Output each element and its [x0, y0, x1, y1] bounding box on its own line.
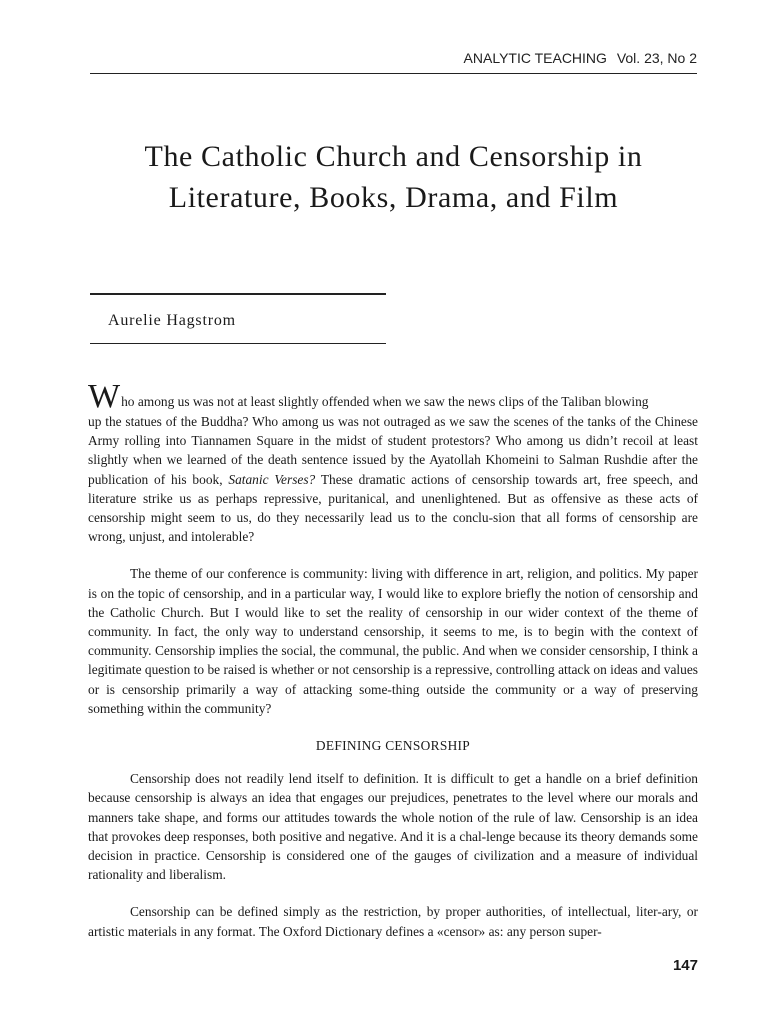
first-line-text: ho among us was not at least slightly offended when we saw the news clips of the Taliban blowing: [121, 394, 649, 409]
article-body: [88, 378, 698, 959]
paragraph-1-text: up the statues of the Buddha? Who among us was not outraged as we saw the scenes of the tanks of the Chinese Army rolling into Tiannamen Square in the midst of student protestors? Who among us didn’t recoil at least slightly when we learned of the death sentence issued by the Ayatollah Khomeini to Salman Rushdie after the publication of his book,: [88, 414, 698, 487]
author-rule-top: [90, 293, 386, 295]
volume-issue: Vol. 23, No 2: [616, 50, 697, 66]
drop-cap: W: [88, 378, 121, 415]
header-rule: [90, 73, 697, 74]
paragraph-2: The theme of our conference is community: living with difference in art, religion, and politics. My paper is on the topic of censorship, and in a particular way, I would like to explore briefly the notion of censorship and the Catholic Church. But I would like to set the reality of censorship in our wider context of the theme of community. In fact, the only way to understand censorship, it seems to me, is to begin with the context of community. Censorship implies the social, the communal, the public. And when we consider censorship, I think a legitimate question to be raised is whether or not censorship is a repressive, controlling attack on ideas and values or is censorship primarily a way of attacking some-thing outside the community or a way of preserving something within the community?: [88, 566, 698, 716]
paragraph-1-text-cont: These dramatic actions of censorship towards art, free speech, and literature strike us as perhaps repressive, puritanical, and unenlightened. But as offensive as these acts of censorship might seem to us, do they necessarily lead us to the conclu-sion that all forms of censorship are wrong, unjust, and intolerable?: [88, 471, 698, 545]
paragraph-4: Censorship can be defined simply as the restriction, by proper authorities, of intellectual, liter-ary, or artistic materials in any format. The Oxford Dictionary defines a «censor» as: any person super-: [88, 904, 698, 939]
journal-name: ANALYTIC TEACHING: [463, 50, 607, 66]
paragraph-1: [88, 378, 698, 546]
paragraph-3: Censorship does not readily lend itself to definition. It is difficult to get a handle on a brief definition because censorship is always an idea that engages our prejudices, penetrates to the level where our morals and manners take shape, and forms our attitudes towards the whole notion of the rule of law. Censorship is an idea that provokes deep responses, both positive and negative. And it is a chal-lenge because its theory demands some decision in practice. Censorship is considered one of the gauges of civilization and a measure of individual rationality and liberalism.: [88, 771, 698, 883]
author-rule-bottom: [90, 343, 386, 344]
title-line-1: The Catholic Church and Censorship in: [144, 140, 643, 173]
section-heading: DEFINING CENSORSHIP: [315, 738, 471, 754]
article-title: [90, 136, 697, 218]
book-title: Satanic Verses?: [228, 471, 316, 487]
running-header: [90, 50, 697, 66]
title-line-2: Literature, Books, Drama, and Film: [168, 181, 619, 214]
page-number: 147: [672, 957, 698, 974]
author-name: Aurelie Hagstrom: [108, 312, 236, 329]
first-line: [88, 378, 698, 415]
